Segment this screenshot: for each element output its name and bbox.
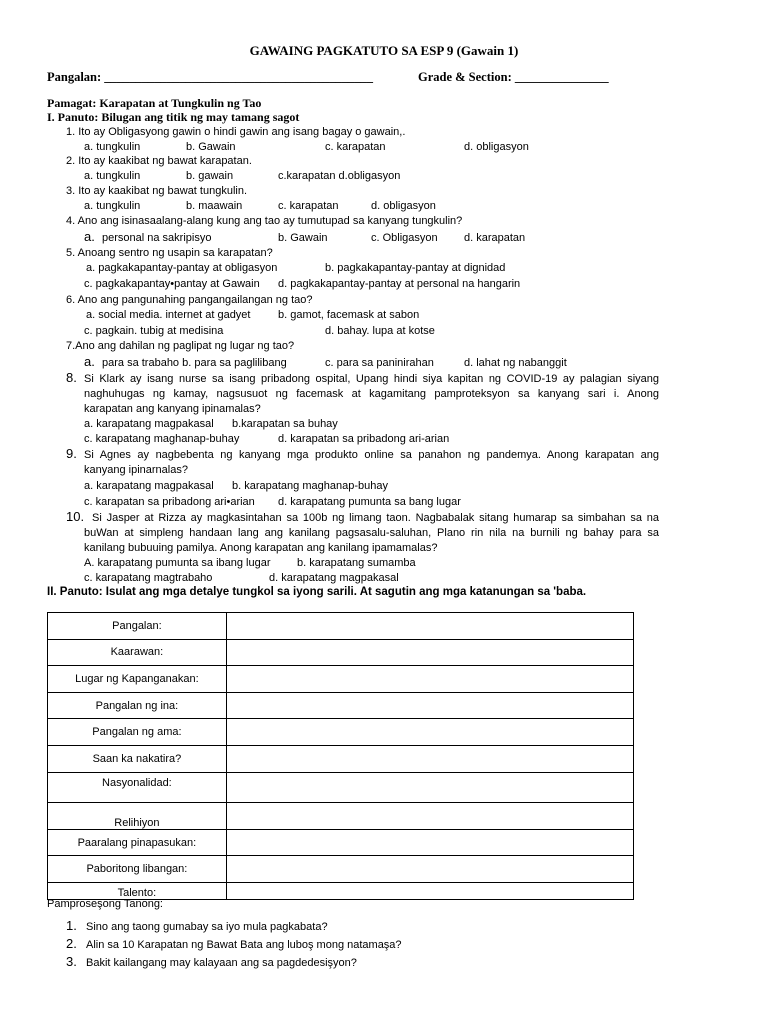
table-row: [48, 829, 634, 856]
table-row: [48, 745, 634, 772]
row-value-nationality[interactable]: [226, 772, 633, 803]
question-7-option-ab: para sa trabaho b. para sa paglilibang: [102, 357, 287, 369]
question-8-line-3: karapatan ang kanyang ipinamalas?: [84, 403, 261, 415]
table-row: [48, 639, 634, 666]
question-1-option-a: a. tungkulin: [84, 141, 141, 153]
processing-question-2-text: Alin sa 10 Karapatan ng Bawat Bata ang luboş mong natamaşa?: [86, 939, 402, 951]
question-10-option-a: A. karapatang pumunta sa ibang lugar: [84, 557, 271, 569]
personal-details-table: [47, 612, 634, 900]
question-10-option-c: c. karapatang magtrabaho: [84, 572, 213, 584]
question-8-option-c: c. karapatang maghanap-buhay: [84, 433, 240, 445]
question-7-option-a-letter: a.: [84, 354, 95, 369]
question-10-line-1: Si Jasper at Rizza ay magkasintahan sa 100b ng limang taon. Nagbabalak sitang humarap sa simbahan sa na: [92, 512, 659, 524]
question-4-option-a: personal na sakripisyo: [102, 232, 212, 244]
worksheet-title: GAWAING PAGKATUTO SA ESP 9 (Gawain 1): [249, 43, 519, 58]
question-6-option-b: b. gamot, facemask at sabon: [278, 309, 420, 321]
part1-instruction: I. Panuto: Bilugan ang titik ng may tamang sagot: [47, 110, 300, 124]
row-value-birthday[interactable]: [226, 639, 633, 666]
table-row: [48, 666, 634, 693]
processing-question-2-number: 2.: [66, 936, 77, 951]
question-1-option-c: c. karapatan: [325, 141, 386, 153]
table-row: [48, 692, 634, 719]
table-row: [48, 613, 634, 640]
table-row: [48, 719, 634, 746]
name-field-label: Pangalan: ___________________________________________: [47, 70, 374, 84]
row-label-nationality: Nasyonalidad:: [48, 772, 227, 803]
question-2-text: 2. Ito ay kaakibat ng bawat karapatan.: [66, 155, 252, 167]
row-label-address: Saan ka nakatira?: [48, 745, 227, 772]
row-label-school: Paaralang pinapasukan:: [48, 829, 227, 856]
processing-question-3-number: 3.: [66, 954, 77, 969]
grade-section-label: Grade & Section: _______________: [418, 70, 609, 84]
question-6-option-a: a. social media. internet at gadyet: [86, 309, 251, 321]
question-8-line-1: Si Klark ay isang nurse sa isang pribadong ospital, Upang hindi siya kapitan ng COVID-19 ay palagian siyang: [84, 373, 659, 385]
processing-question-1-number: 1.: [66, 918, 77, 933]
question-3-option-d: d. obligasyon: [371, 200, 436, 212]
table-row: [48, 803, 634, 830]
question-10-line-2: buWan at simpleng handaan lang ang kanilang pagsasalu-saluhan, Plano rin nila na burnili ng bahay para sa: [84, 527, 659, 539]
question-5-option-b: b. pagkakapantay-pantay at dignidad: [325, 262, 506, 274]
question-4-text: 4. Ano ang isinasaalang-alang kung ang tao ay tumutupad sa kanyang tungkulin?: [66, 215, 463, 227]
question-1-option-b: b. Gawain: [186, 141, 236, 153]
row-value-father[interactable]: [226, 719, 633, 746]
processing-question-3-text: Bakit kailangang may kalayaan ang sa pagdedesişyon?: [86, 957, 357, 969]
row-value-school[interactable]: [226, 829, 633, 856]
question-9-option-b: b. karapatang maghanap-buhay: [232, 480, 388, 492]
lesson-title: Pamagat: Karapatan at Tungkulin ng Tao: [47, 96, 262, 110]
processing-question-1-text: Sino ang taong gumabay sa iyo mula pagkabata?: [86, 921, 328, 933]
question-8-option-d: d. karapatan sa pribadong ari-arian: [278, 433, 450, 445]
question-10-number: 10.: [66, 509, 85, 524]
question-2-option-a: a. tungkulin: [84, 170, 141, 182]
row-label-talent: Talento:: [48, 882, 227, 899]
question-4-option-a-letter: a.: [84, 229, 95, 244]
question-5-text: 5. Anoang sentro ng usapin sa karapatan?: [66, 247, 273, 259]
question-9-option-c: c. karapatan sa pribadong ari•arian: [84, 496, 255, 508]
question-9-number: 9.: [66, 446, 77, 461]
row-label-name: Pangalan:: [48, 613, 227, 640]
question-3-text: 3. Ito ay kaakibat ng bawat tungkulin.: [66, 185, 248, 197]
row-value-name[interactable]: [226, 613, 633, 640]
question-1-text: 1. Ito ay Obligasyong gawin o hindi gawin ang isang bagay o gawain,.: [66, 126, 406, 138]
part2-instruction: II. Panuto: Isulat ang mga detalye tungkol sa iyong sarili. At sagutin ang mga katanungan sa 'baba.: [47, 586, 587, 598]
question-7-text: 7.Ano ang dahilan ng paglipat ng lugar ng tao?: [66, 340, 295, 352]
question-4-option-d: d. karapatan: [464, 232, 526, 244]
question-1-option-d: d. obligasyon: [464, 141, 529, 153]
question-9-option-a: a. karapatang magpakasal: [84, 480, 214, 492]
row-label-birthplace: Lugar ng Kapanganakan:: [48, 666, 227, 693]
question-3-option-b: b. maawain: [186, 200, 243, 212]
table-row: [48, 856, 634, 883]
question-9-line-2: kanyang ipinarnalas?: [84, 464, 188, 476]
row-value-birthplace[interactable]: [226, 666, 633, 693]
question-8-option-a: a. karapatang magpakasal: [84, 418, 214, 430]
question-5-option-a: a. pagkakapantay-pantay at obligasyon: [86, 262, 278, 274]
question-9-line-1: Si Agnes ay nagbebenta ng kanyang mga produkto online sa panahon ng pandemya. Anong karapatan ang: [84, 449, 659, 461]
row-label-mother: Pangalan ng ina:: [48, 692, 227, 719]
question-6-text: 6. Ano ang pangunahing pangangailangan ng tao?: [66, 294, 313, 306]
row-value-hobby[interactable]: [226, 856, 633, 883]
question-3-option-c: c. karapatan: [278, 200, 339, 212]
question-5-option-d: d. pagkakapantay-pantay at personal na hangarin: [278, 278, 521, 290]
question-6-option-c: c. pagkain. tubig at medisina: [84, 325, 224, 337]
question-9-option-d: d. karapatang pumunta sa bang lugar: [278, 496, 461, 508]
row-label-father: Pangalan ng ama:: [48, 719, 227, 746]
question-2-option-b: b. gawain: [186, 170, 234, 182]
table-row: [48, 882, 634, 899]
question-4-option-c: c. Obligasyon: [371, 232, 438, 244]
row-value-mother[interactable]: [226, 692, 633, 719]
row-label-hobby: Paboritong libangan:: [48, 856, 227, 883]
table-row: [48, 772, 634, 803]
question-7-option-d: d. lahat ng nabanggit: [464, 357, 567, 369]
question-10-option-d: d. karapatang magpakasal: [269, 572, 399, 584]
question-5-option-c: c. pagkakapantay•pantay at Gawain: [84, 278, 260, 290]
row-label-religion: Relihiyon: [48, 803, 227, 830]
question-2-option-cd: c.karapatan d.obligasyon: [278, 170, 401, 182]
question-10-line-3: kanilang bubuuing pamilya. Anong karapatan ang kanilang ipamamalas?: [84, 542, 438, 554]
row-value-talent[interactable]: [226, 882, 633, 899]
question-10-option-b: b. karapatang sumamba: [297, 557, 416, 569]
row-value-address[interactable]: [226, 745, 633, 772]
question-4-option-b: b. Gawain: [278, 232, 328, 244]
question-7-option-c: c. para sa paninirahan: [325, 357, 434, 369]
question-3-option-a: a. tungkulin: [84, 200, 141, 212]
row-label-birthday: Kaarawan:: [48, 639, 227, 666]
question-8-line-2: naghuhugas ng kamay, nagsusuot ng facemask at kagamitang pamproteksyon sa kanyang sari i. Anong: [84, 388, 659, 400]
question-8-number: 8.: [66, 370, 77, 385]
question-6-option-d: d. bahay. lupa at kotse: [325, 325, 435, 337]
processing-questions-label: Pamproseşong Tanong:: [47, 898, 163, 910]
question-8-option-b: b.karapatan sa buhay: [232, 418, 338, 430]
row-value-religion[interactable]: [226, 803, 633, 830]
